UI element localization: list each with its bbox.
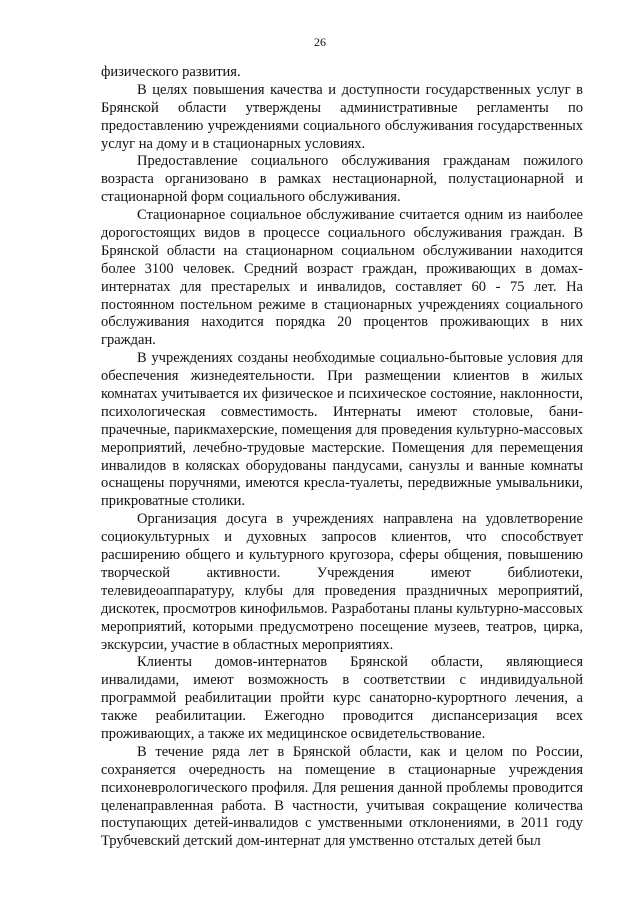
text-line: социокультурных и духовных запросов клиентов, что способствует (101, 529, 583, 546)
text-line: возраста организовано в рамках нестационарной, полустационарной и (101, 171, 583, 188)
text-line: поступающих детей-инвалидов с умственными отклонениями, в 2011 году (101, 815, 583, 832)
text-line: граждан. (101, 332, 156, 349)
text-line: В течение ряда лет в Брянской области, как и целом по России, (137, 743, 583, 760)
text-line: творческой активности. Учреждения имеют библиотеки, (101, 564, 583, 581)
text-line: мероприятий, лечебно-трудовые мастерские. Помещения для перемещения (101, 439, 583, 456)
text-line: Трубчевский детский дом-интернат для умственно отсталых детей был (101, 833, 541, 850)
paragraph (101, 207, 583, 350)
text-line: оснащены поручнями, имеются кресла-туалеты, передвижные умывальники, (101, 475, 583, 492)
text-line: расширению общего и культурного кругозора, сферы общения, повышению (101, 547, 583, 564)
text-line: прикроватные столики. (101, 493, 245, 510)
paragraph (101, 744, 583, 851)
text-line: прачечные, парикмахерские, помещения для проведения культурно-массовых (101, 421, 583, 438)
text-line: Стационарное социальное обслуживание считается одним из наиболее (137, 207, 583, 224)
text-line: комнатах учитывается их физическое и психическое состояние, наклонности, (101, 386, 583, 403)
text-line: проживающих, а также их медицинское освидетельствование. (101, 725, 486, 742)
paragraph (101, 350, 583, 511)
text-line: дискотек, просмотров кинофильмов. Разработаны планы культурно-массовых (101, 600, 583, 617)
text-line: целенаправленная работа. В частности, учитывая сокращение количества (101, 797, 583, 814)
text-line: физического развития. (101, 64, 241, 80)
paragraph (101, 64, 583, 82)
text-line: постоянном постельном режиме в стационарных учреждениях социального (101, 296, 583, 313)
text-line: Организация досуга в учреждениях направлена на удовлетворение (137, 511, 583, 528)
text-line: сохраняется очередность на помещение в стационарные учреждения (101, 761, 583, 778)
paragraph (101, 511, 583, 654)
text-line: обслуживания находится порядка 20 процентов проживающих в них (101, 314, 583, 331)
paragraph (101, 654, 583, 743)
text-line: экскурсии, участие в областных мероприятиях. (101, 636, 394, 653)
document-body (101, 64, 583, 851)
text-line: дорогостоящих видов в процессе социального обслуживания граждан. В (101, 225, 583, 242)
text-line: стационарной форм социального обслуживания. (101, 189, 401, 206)
text-line: Брянской области утверждены административные регламенты по (101, 99, 583, 116)
text-line: В учреждениях созданы необходимые социально-бытовые условия для (137, 350, 583, 367)
text-line: интернатах для престарелых и инвалидов, составляет 60 - 75 лет. На (101, 278, 583, 295)
text-line: В целях повышения качества и доступности государственных услуг в (137, 81, 583, 98)
text-line: психоневрологического профиля. Для решения данной проблемы проводится (101, 779, 583, 796)
text-line: Клиенты домов-интернатов Брянской области, являющиеся (137, 654, 583, 671)
paragraph (101, 153, 583, 207)
text-line: инвалидами, имеют возможность в соответствии с индивидуальной (101, 672, 583, 689)
paragraph (101, 82, 583, 154)
text-line: психологическая совместимость. Интернаты имеют столовые, бани- (101, 403, 583, 420)
text-line: инвалидов в колясках оборудованы пандусами, санузлы и ванные комнаты (101, 457, 583, 474)
text-line: Брянской области на стационарном социальном обслуживании находится (101, 242, 583, 259)
text-line: предоставлению учреждениями социального обслуживания государственных (101, 117, 583, 134)
text-line: мероприятий, которыми предусмотрено посещение музеев, театров, цирка, (101, 618, 583, 635)
text-line: телевидеоаппаратуру, клубы для проведения праздничных мероприятий, (101, 582, 583, 599)
text-line: более 3100 человек. Средний возраст граждан, проживающих в домах- (101, 260, 583, 277)
text-line: обеспечения жизнедеятельности. При размещении клиентов в жилых (101, 368, 583, 385)
text-line: программой реабилитации пройти курс санаторно-курортного лечения, а (101, 690, 583, 707)
text-line: Предоставление социального обслуживания гражданам пожилого (137, 153, 583, 170)
page-number: 26 (314, 35, 326, 49)
text-line: услуг на дому и в стационарных условиях. (101, 135, 366, 152)
text-line: также реабилитации. Ежегодно проводится диспансеризация всех (101, 708, 583, 725)
